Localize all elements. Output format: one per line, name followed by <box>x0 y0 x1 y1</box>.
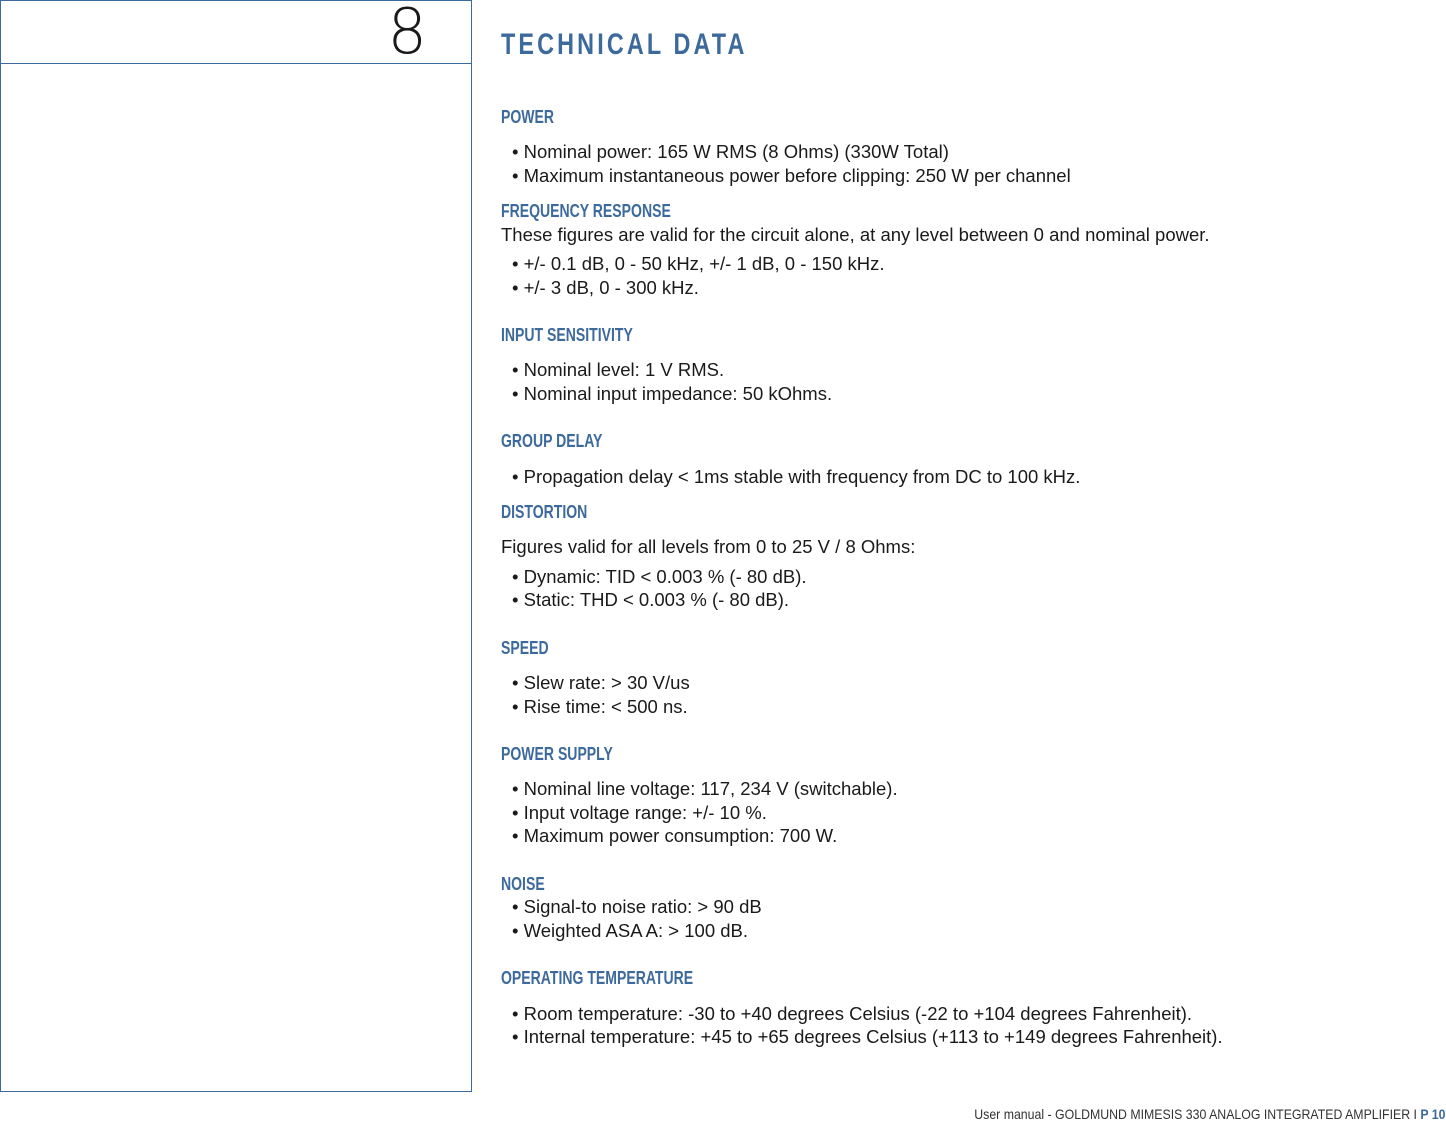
spec-line: • +/- 0.1 dB, 0 - 50 kHz, +/- 1 dB, 0 - 150 kHz. <box>512 253 885 274</box>
spec-line: • +/- 3 dB, 0 - 300 kHz. <box>512 277 699 298</box>
spec-line: • Nominal level: 1 V RMS. <box>512 359 725 380</box>
spec-line: • Room temperature: -30 to +40 degrees Celsius (-22 to +104 degrees Fahrenheit). <box>512 1003 1193 1024</box>
section-heading-noise: NOISE <box>501 874 545 894</box>
section-intro: These figures are valid for the circuit alone, at any level between 0 and nominal power. <box>501 224 1210 245</box>
spec-line: • Static: THD < 0.003 % (- 80 dB). <box>512 589 790 610</box>
spec-line: • Internal temperature: +45 to +65 degrees Celsius (+113 to +149 degrees Fahrenheit). <box>512 1026 1223 1047</box>
spec-line: • Slew rate: > 30 V/us <box>512 672 690 693</box>
spec-line: • Maximum instantaneous power before clipping: 250 W per channel <box>512 165 1071 186</box>
page-footer <box>975 1106 1446 1122</box>
spec-line: • Nominal line voltage: 117, 234 V (switchable). <box>512 778 898 799</box>
section-intro: Figures valid for all levels from 0 to 25 V / 8 Ohms: <box>501 536 916 557</box>
section-heading-temperature: OPERATING TEMPERATURE <box>501 968 694 988</box>
section-heading-input: INPUT SENSITIVITY <box>501 325 633 345</box>
spec-line: • Dynamic: TID < 0.003 % (- 80 dB). <box>512 566 807 587</box>
page-title: TECHNICAL DATA <box>501 28 748 61</box>
section-heading-group-delay: GROUP DELAY <box>501 431 603 451</box>
section-heading-distortion: DISTORTION <box>501 502 588 522</box>
spec-line: • Maximum power consumption: 700 W. <box>512 825 838 846</box>
spec-line: • Weighted ASA A: > 100 dB. <box>512 920 749 941</box>
chapter-number: 8 <box>387 0 427 68</box>
spec-line: • Rise time: < 500 ns. <box>512 696 688 717</box>
footer-text: User manual - GOLDMUND MIMESIS 330 ANALOG INTEGRATED AMPLIFIER I <box>974 1106 1421 1122</box>
spec-line: • Input voltage range: +/- 10 %. <box>512 802 767 823</box>
section-heading-power-supply: POWER SUPPLY <box>501 744 613 764</box>
section-heading-power: POWER <box>501 107 555 127</box>
spec-line: • Signal-to noise ratio: > 90 dB <box>512 896 762 917</box>
section-heading-frequency: FREQUENCY RESPONSE <box>501 201 671 221</box>
spec-line: • Propagation delay < 1ms stable with frequency from DC to 100 kHz. <box>512 466 1081 487</box>
chapter-header <box>1 0 471 68</box>
spec-line: • Nominal input impedance: 50 kOhms. <box>512 383 833 404</box>
spec-line: • Nominal power: 165 W RMS (8 Ohms) (330W Total) <box>512 141 949 162</box>
page-number: P 10 <box>1420 1106 1446 1122</box>
side-panel <box>0 0 472 1092</box>
section-heading-speed: SPEED <box>501 638 549 658</box>
